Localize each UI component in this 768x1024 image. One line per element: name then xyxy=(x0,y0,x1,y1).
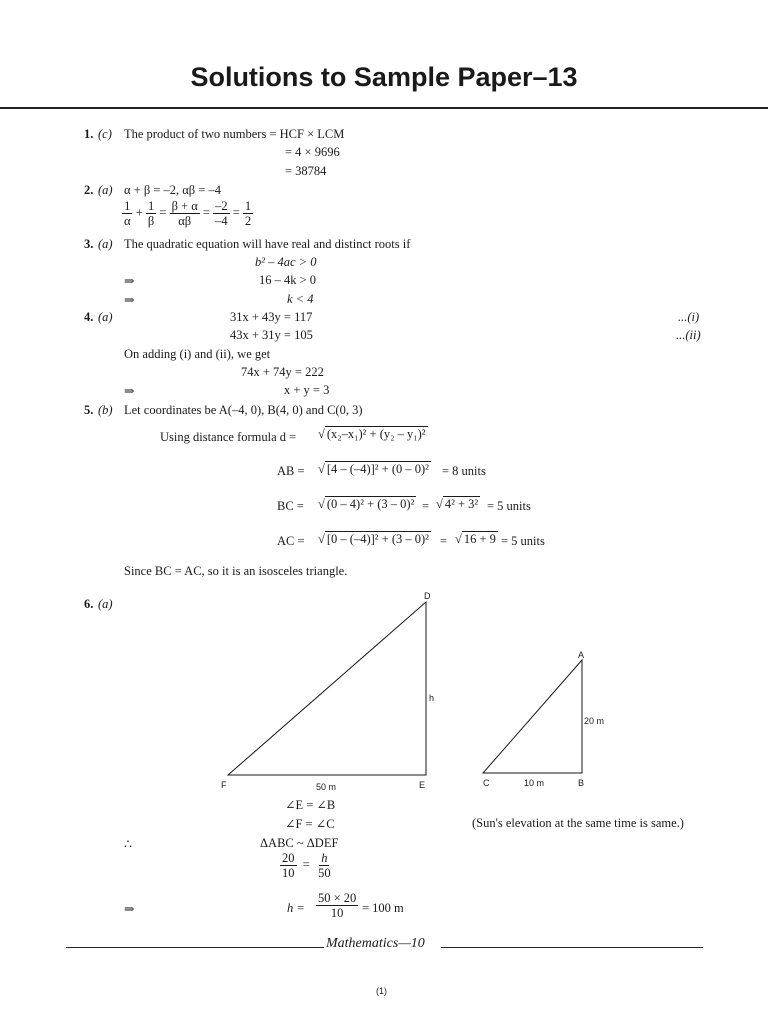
page-title: Solutions to Sample Paper–13 xyxy=(190,62,578,92)
q6-note: (Sun's elevation at the same time is same.) xyxy=(472,816,684,830)
q5-ab-label: AB = xyxy=(277,464,305,478)
q2-option: (a) xyxy=(98,183,113,197)
q2-number: 2. xyxy=(84,183,94,197)
q5-bc-label: BC = xyxy=(277,499,304,513)
q5-bc-middle: √ 4² + 3² xyxy=(436,497,479,511)
q6-h-result: = 100 m xyxy=(362,901,404,915)
vertex-b-label: B xyxy=(578,778,585,788)
q4-eq3: 74x + 74y = 222 xyxy=(241,365,324,379)
q4-add-text: On adding (i) and (ii), we get xyxy=(124,347,271,361)
q6-ratio: $\frac{20}{10}$ = $\frac{h}{50}$ xyxy=(282,851,331,880)
q3-number: 3. xyxy=(84,237,94,251)
q5-ac-result: = 5 units xyxy=(501,534,545,548)
q5-ac-radical: √ [0 – (–4)]² + (3 – 0)² xyxy=(318,532,429,546)
q4-number: 4. xyxy=(84,310,94,324)
footer-rule-right xyxy=(441,947,703,948)
implies-icon: ⇒ xyxy=(124,293,135,307)
q5-line1: Let coordinates be A(–4, 0), B(4, 0) and C(0, 3) xyxy=(124,403,363,417)
vertex-e-label: E xyxy=(419,780,426,790)
q6-h-label: h = xyxy=(287,901,305,915)
q2-fraction-equation: $\frac{1}{\alpha}$ + $\frac{1}{\beta}$ = $\frac{\beta + \alpha}{\alpha\beta}$ = $\frac{-2}{-4}$ = $\frac{1}{2}$ xyxy=(124,199,252,228)
q5-conclusion: Since BC = AC, so it is an isosceles triangle. xyxy=(124,564,348,578)
q1-line2: = 4 × 9696 xyxy=(285,145,340,159)
vertex-a-label: A xyxy=(578,650,585,660)
q6-angle-f-c: ∠F = ∠C xyxy=(285,817,335,831)
q5-ab-result: = 8 units xyxy=(442,464,486,478)
implies-icon: ⇒ xyxy=(124,274,135,288)
q6-similarity: ΔABC ~ ΔDEF xyxy=(260,836,339,850)
q6-angle-e-b: ∠E = ∠B xyxy=(285,798,336,812)
q6-h-fraction: $\frac{50 \times 20}{10}$ xyxy=(318,891,357,920)
q5-bc-radical: √ (0 – 4)² + (3 – 0)² xyxy=(318,497,415,511)
q5-distance-formula: √ (x₂–x₁)² + (y₂ – y₁)² xyxy=(318,427,426,441)
q3-line2: b² – 4ac > 0 xyxy=(255,255,317,269)
base-50m-label: 50 m xyxy=(316,782,337,792)
q5-option: (b) xyxy=(98,403,113,417)
implies-icon: ⇒ xyxy=(124,902,135,916)
q5-ac-middle: √ 16 + 9 xyxy=(455,532,496,546)
footer-rule-left xyxy=(66,947,324,948)
q3-line4: k < 4 xyxy=(287,292,314,306)
q4-eq1: 31x + 43y = 117 xyxy=(230,310,313,324)
q4-eq4: x + y = 3 xyxy=(284,383,330,397)
q4-eq2: 43x + 31y = 105 xyxy=(230,328,313,342)
page-number: (1) xyxy=(376,986,387,996)
q3-option: (a) xyxy=(98,237,113,251)
q4-tag2: ...(ii) xyxy=(676,328,701,342)
q3-line3: 16 – 4k > 0 xyxy=(259,273,317,287)
implies-icon: ⇒ xyxy=(124,384,135,398)
q5-ab-radical: √ [4 – (–4)]² + (0 – 0)² xyxy=(318,462,429,476)
q1-line3: = 38784 xyxy=(285,164,327,178)
triangle-abc xyxy=(483,650,604,788)
q1-line1: The product of two numbers = HCF × LCM xyxy=(124,127,345,141)
footer-title: Mathematics—10 xyxy=(326,936,425,951)
q6-option: (a) xyxy=(98,597,113,611)
height-h-label: h xyxy=(429,693,435,703)
vertex-c-label: C xyxy=(483,778,490,788)
q6-number: 6. xyxy=(84,597,94,611)
q5-number: 5. xyxy=(84,403,94,417)
vertex-d-label: D xyxy=(424,591,431,601)
q5-ac-label: AC = xyxy=(277,534,305,548)
vertex-f-label: F xyxy=(221,780,227,790)
therefore-icon: ∴ xyxy=(124,837,132,851)
base-10m-label: 10 m xyxy=(524,778,545,788)
q5-distance-label: Using distance formula d = xyxy=(160,430,297,444)
q1-option: (c) xyxy=(98,127,112,141)
q4-option: (a) xyxy=(98,310,113,324)
q2-line1: α + β = –2, αβ = –4 xyxy=(124,183,221,197)
q3-line1: The quadratic equation will have real and distinct roots if xyxy=(124,237,411,251)
q5-bc-result: = 5 units xyxy=(487,499,531,513)
q4-tag1: ...(i) xyxy=(678,310,700,324)
triangle-def xyxy=(221,591,434,792)
q1-number: 1. xyxy=(84,127,94,141)
height-20m-label: 20 m xyxy=(584,716,605,726)
